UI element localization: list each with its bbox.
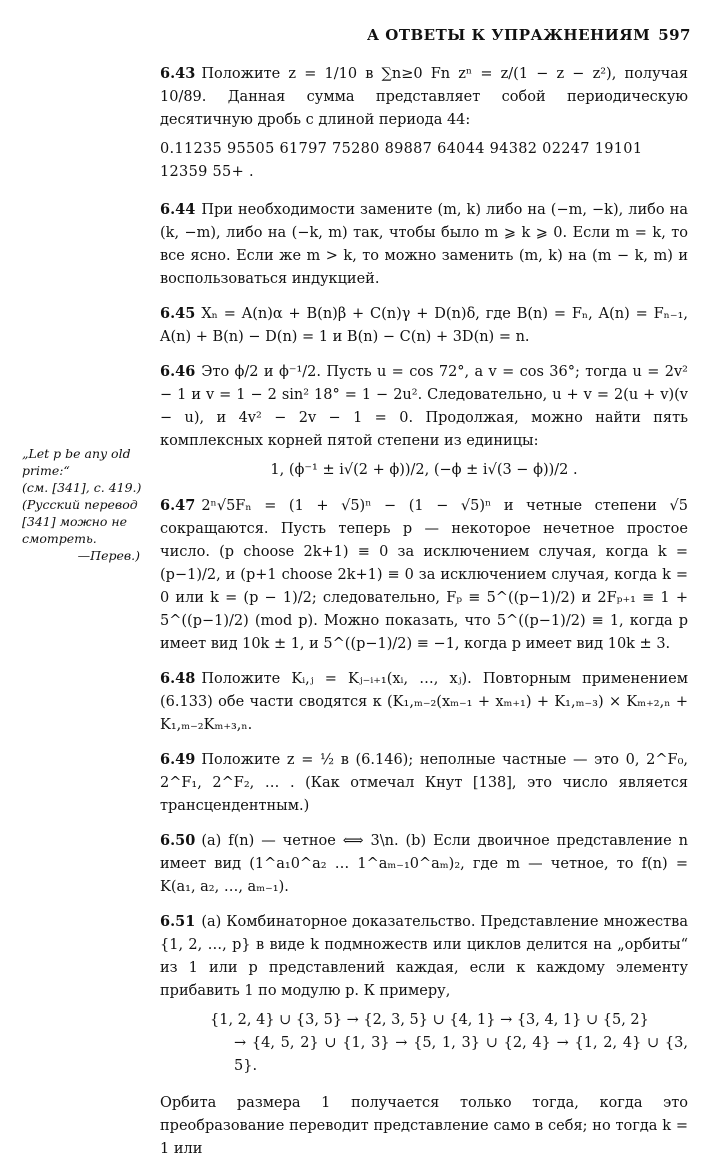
- exercise-number: 6.45: [160, 305, 196, 322]
- exercise-number: 6.43: [160, 65, 196, 82]
- exercise-text: 2ⁿ√5Fₙ = (1 + √5)ⁿ − (1 − √5)ⁿ и четные степени √5 сокращаются. Пусть теперь p — некоторое нечетное простое число. (p choose 2k+1) ≡ 0 за исключением случая, когда k = (p−1)/2, и (p+1 choose 2k+1) ≡ 0 за исключением случая, когда k = 0 или k = (p − 1)/2; следовательно, Fₚ ≡ 5^((p−1)/2) и 2Fₚ₊₁ ≡ 1 + 5^((p−1)/2) (mod p). Можно показать, что 5^((p−1)/2) ≡ 1, когда p имеет вид 10k ± 1, и 5^((p−1)/2) ≡ −1, когда p имеет вид 10k ± 3.: [160, 498, 688, 652]
- exercise-text: (a) Комбинаторное доказательство. Представление множества {1, 2, …, p} в виде k подмножеств или циклов делится на „орбиты“ из 1 или p представлений каждая, если к каждому элементу прибавить 1 по модулю p. К примеру,: [160, 914, 688, 999]
- exercise-number: 6.47: [160, 497, 196, 514]
- orbit-line: {1, 2, 4} ∪ {3, 5} → {2, 3, 5} ∪ {4, 1} → {3, 4, 1} ∪ {5, 2}: [210, 1012, 649, 1028]
- exercise-6-50: [160, 829, 688, 899]
- exercise-text: Это ϕ/2 и ϕ⁻¹/2. Пусть u = cos 72°, а v = cos 36°; тогда u = 2v² − 1 и v = 1 − 2 sin² 18° = 1 − 2u². Следовательно, u + v = 2(u + v)(v − u), и 4v² − 2v − 1 = 0. Продолжая, можно найти пять комплексных корней пятой степени из единицы:: [160, 364, 688, 449]
- exercise-number: 6.51: [160, 913, 196, 930]
- orbit-line: → {4, 5, 2} ∪ {1, 3} → {5, 1, 3} ∪ {2, 4} → {1, 2, 4} ∪ {3, 5}.: [234, 1035, 688, 1074]
- margin-citation: (см. [341], с. 419.): [22, 480, 142, 495]
- exercise-display: 0.11235 95505 61797 75280 89887 64044 94382 02247 19101 12359 55+ .: [160, 141, 643, 180]
- orbit-display: [160, 1009, 688, 1078]
- exercise-number: 6.49: [160, 751, 196, 768]
- exercise-6-46: [160, 360, 688, 482]
- running-head: [367, 26, 691, 44]
- exercise-text: Положите z = ½ в (6.146); неполные частные — это 0, 2^F₀, 2^F₁, 2^F₂, … . (Как отмечал Кнут [138], это число является трансцендентным.): [160, 752, 688, 814]
- exercise-6-45: [160, 302, 688, 349]
- exercise-text: Xₙ = A(n)α + B(n)β + C(n)γ + D(n)δ, где B(n) = Fₙ, A(n) = Fₙ₋₁, A(n) + B(n) − D(n) = 1 и B(n) − C(n) + 3D(n) = n.: [160, 306, 688, 345]
- exercise-display: 1, (ϕ⁻¹ ± i√(2 + ϕ))/2, (−ϕ ± i√(3 − ϕ))/2 .: [270, 462, 578, 478]
- exercise-6-44: [160, 198, 688, 291]
- exercise-text: (a) f(n) — четное ⟺ 3\n. (b) Если двоичное представление n имеет вид (1^a₁0^a₂ … 1^aₘ₋₁0^aₘ)₂, где m — четное, то f(n) = K(a₁, a₂, …, aₘ₋₁).: [160, 833, 688, 895]
- exercise-number: 6.48: [160, 670, 196, 687]
- margin-attribution: —Перев.): [77, 548, 140, 563]
- exercise-6-43: [160, 62, 688, 184]
- margin-remark: (Русский перевод [341] можно не смотреть.: [22, 497, 138, 546]
- exercise-text: Положите Kᵢ,ⱼ = Kⱼ₋ᵢ₊₁(xᵢ, …, xⱼ). Повторным применением (6.133) обе части сводятся к (K₁,ₘ₋₂(xₘ₋₁ + xₘ₊₁) + K₁,ₘ₋₃) × Kₘ₊₂,ₙ + K₁,ₘ₋₂Kₘ₊₃,ₙ.: [160, 671, 688, 733]
- exercise-number: 6.50: [160, 832, 196, 849]
- exercise-6-47: [160, 494, 688, 656]
- margin-quote: „Let p be any old prime:“: [22, 446, 131, 478]
- exercise-number: 6.44: [160, 201, 196, 218]
- main-column: [160, 62, 688, 1172]
- exercise-6-49: [160, 748, 688, 818]
- margin-note: [22, 445, 150, 564]
- chapter-title: А ОТВЕТЫ К УПРАЖНЕНИЯМ: [366, 26, 651, 44]
- exercise-text: Положите z = 1/10 в ∑n≥0 Fn zⁿ = z/(1 − z − z²), получая 10/89. Данная сумма представляет собой периодическую десятичную дробь с длиной периода 44:: [160, 66, 688, 128]
- exercise-6-51: [160, 910, 688, 1161]
- exercise-number: 6.46: [160, 363, 196, 380]
- exercise-text: При необходимости замените (m, k) либо на (−m, −k), либо на (k, −m), либо на (−k, m) так, чтобы было m ⩾ k ⩾ 0. Если m = k, то все ясно. Если же m > k, то можно заменить (m, k) на (m − k, m) и воспользоваться индукцией.: [160, 202, 688, 287]
- page-number: 597: [658, 26, 691, 44]
- exercise-continuation: Орбита размера 1 получается только тогда, когда это преобразование переводит представление само в себя; но тогда k = 1 или: [160, 1095, 688, 1157]
- exercise-6-48: [160, 667, 688, 737]
